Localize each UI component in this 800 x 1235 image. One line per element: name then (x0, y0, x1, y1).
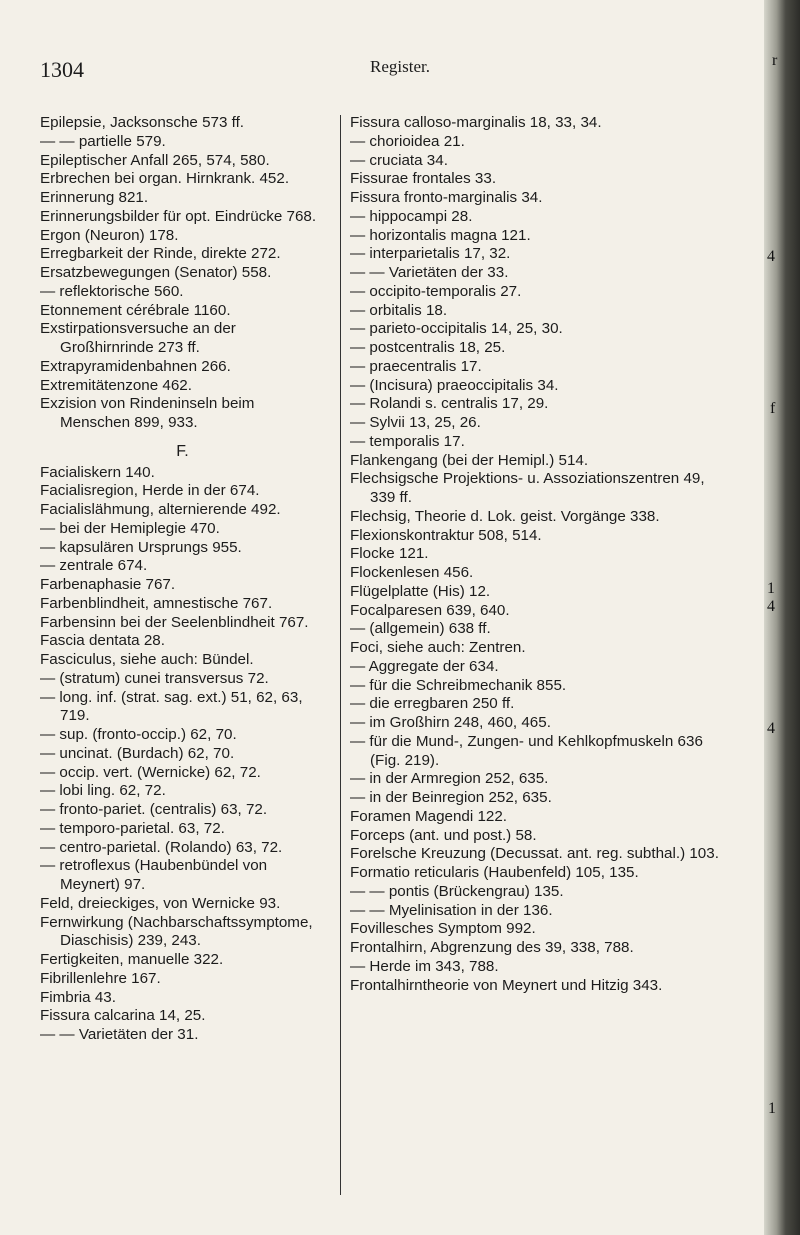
index-entry: — — Myelinisation in der 136. (350, 901, 553, 919)
index-entry: Frontalhirntheorie von Meynert und Hitzig 343. (350, 976, 663, 994)
index-entry: — Rolandi s. centralis 17, 29. (350, 395, 549, 413)
edge-mark: 1 (768, 1100, 776, 1117)
index-entry: Fasciculus, siehe auch: Bündel. (40, 651, 254, 668)
index-entry: — fronto-pariet. (centralis) 63, 72. (40, 801, 268, 818)
index-entry: Facialislähmung, alternierende 492. (40, 501, 281, 518)
index-entry: — Sylvii 13, 25, 26. (350, 414, 481, 431)
index-entry: Flockenlesen 456. (350, 564, 474, 581)
index-entry: — horizontalis magna 121. (350, 226, 531, 244)
index-entry: Formatio reticularis (Haubenfeld) 105, 135. (350, 864, 639, 881)
index-entry: — — pontis (Brückengrau) 135. (350, 882, 564, 900)
index-entry: Farbenblindheit, amnestische 767. (40, 594, 273, 612)
index-entry: — reflektorische 560. (40, 282, 184, 300)
index-entry: Flocke 121. (350, 545, 429, 563)
index-entry: — occipito-temporalis 27. (350, 282, 522, 300)
index-entry: — (Incisura) praeoccipitalis 34. (350, 376, 559, 394)
index-entry: Facialiskern 140. (40, 463, 155, 481)
index-column-right (350, 114, 732, 995)
edge-mark: f (770, 400, 776, 417)
index-entry: — für die Mund-, Zungen- und Kehlkopfmuskeln 636 (Fig. 219). (350, 732, 703, 769)
index-entry: — — Varietäten der 31. (40, 1026, 199, 1043)
index-entry: Extremitätenzone 462. (40, 376, 192, 394)
index-entry: — Herde im 343, 788. (350, 957, 499, 975)
index-entry: Frontalhirn, Abgrenzung des 39, 338, 788. (350, 939, 634, 956)
index-entry: — — partielle 579. (40, 132, 166, 150)
index-entry: — (stratum) cunei transversus 72. (40, 669, 269, 687)
index-entry: Fascia dentata 28. (40, 632, 165, 650)
edge-mark: 1 (767, 580, 775, 597)
index-entry: Fissurae frontales 33. (350, 170, 497, 188)
index-entry: — lobi ling. 62, 72. (40, 782, 166, 800)
index-entry: Focalparesen 639, 640. (350, 601, 510, 619)
index-entry: — hippocampi 28. (350, 207, 473, 225)
edge-mark: r (772, 52, 778, 69)
index-entry: Flexionskontraktur 508, 514. (350, 526, 542, 544)
index-entry: Exzision von Rindeninseln beim Menschen 899, 933. (40, 395, 255, 431)
index-entry: Farbensinn bei der Seelenblindheit 767. (40, 613, 309, 631)
index-entry: Foramen Magendi 122. (350, 807, 508, 825)
index-entry: Fissura calloso-marginalis 18, 33, 34. (350, 114, 602, 131)
index-entry: Etonnement cérébrale 1160. (40, 301, 231, 319)
index-entry: Flechsigsche Projektions- u. Assoziationszentren 49, 339 ff. (350, 470, 705, 506)
index-entry: — — Varietäten der 33. (350, 264, 509, 281)
index-entry: — die erregbaren 250 ff. (350, 695, 515, 713)
index-entry: — Aggregate der 634. (350, 657, 499, 675)
index-entry: Foci, siehe auch: Zentren. (350, 639, 526, 656)
index-entry: — praecentralis 17. (350, 357, 482, 375)
index-entry: — in der Beinregion 252, 635. (350, 789, 552, 806)
index-entry: — parieto-occipitalis 14, 25, 30. (350, 320, 563, 338)
column-divider (340, 115, 341, 1195)
running-head: Register. (370, 57, 430, 76)
index-entry: — retroflexus (Haubenbündel von Meynert) 97. (40, 857, 268, 893)
index-entry: Erbrechen bei organ. Hirnkrank. 452. (40, 170, 290, 188)
index-entry: — long. inf. (strat. sag. ext.) 51, 62, 63, 719. (40, 688, 303, 725)
index-entry: Epileptischer Anfall 265, 574, 580. (40, 151, 270, 169)
index-entry: — bei der Hemiplegie 470. (40, 519, 220, 537)
index-entry: Flankengang (bei der Hemipl.) 514. (350, 451, 589, 469)
index-entry: Flechsig, Theorie d. Lok. geist. Vorgänge 338. (350, 507, 660, 525)
edge-mark: 4 (767, 248, 775, 265)
page-number: 1304 (40, 57, 84, 82)
index-entry: — orbitalis 18. (350, 301, 448, 319)
index-entry: Erinnerung 821. (40, 189, 149, 206)
index-entry: Erinnerungsbilder für opt. Eindrücke 768. (40, 207, 317, 225)
index-entry: — cruciata 34. (350, 151, 448, 169)
index-entry: Forelsche Kreuzung (Decussat. ant. reg. subthal.) 103. (350, 845, 719, 863)
index-entry: — centro-parietal. (Rolando) 63, 72. (40, 838, 283, 856)
edge-mark: 4 (767, 598, 775, 615)
section-letter: F. (176, 442, 189, 460)
index-entry: Fibrillenlehre 167. (40, 969, 161, 987)
index-entry: Epilepsie, Jacksonsche 573 ff. (40, 114, 245, 131)
index-entry: — postcentralis 18, 25. (350, 339, 506, 356)
index-entry: Fissura fronto-marginalis 34. (350, 189, 543, 206)
index-entry: Fernwirkung (Nachbarschaftssymptome, Diaschisis) 239, 243. (40, 913, 313, 950)
index-entry: — occip. vert. (Wernicke) 62, 72. (40, 763, 261, 781)
index-entry: Forceps (ant. und post.) 58. (350, 826, 537, 844)
book-edge-shadow (764, 0, 800, 1235)
index-entry: — chorioidea 21. (350, 132, 465, 150)
index-entry: — temporalis 17. (350, 432, 465, 450)
index-entry: — sup. (fronto-occip.) 62, 70. (40, 726, 237, 743)
index-entry: Fimbria 43. (40, 988, 116, 1006)
index-entry: Farbenaphasie 767. (40, 576, 176, 593)
index-entry: — uncinat. (Burdach) 62, 70. (40, 744, 235, 762)
index-entry: Erregbarkeit der Rinde, direkte 272. (40, 245, 281, 263)
index-entry: — kapsulären Ursprungs 955. (40, 538, 242, 556)
index-entry: Ersatzbewegungen (Senator) 558. (40, 264, 272, 281)
edge-mark: 4 (767, 720, 775, 737)
index-entry: Exstirpationsversuche an der Großhirnrinde 273 ff. (40, 320, 236, 356)
index-entry: Extrapyramidenbahnen 266. (40, 357, 231, 375)
index-entry: Flügelplatte (His) 12. (350, 582, 491, 600)
index-entry: — im Großhirn 248, 460, 465. (350, 714, 551, 731)
index-entry: — zentrale 674. (40, 557, 148, 575)
index-entry: — für die Schreibmechanik 855. (350, 676, 567, 694)
index-entry: — in der Armregion 252, 635. (350, 770, 549, 788)
index-entry: Fovillesches Symptom 992. (350, 920, 536, 938)
index-entry: Ergon (Neuron) 178. (40, 226, 179, 244)
index-entry: Feld, dreieckiges, von Wernicke 93. (40, 894, 281, 912)
index-entry: Fertigkeiten, manuelle 322. (40, 951, 224, 968)
index-entry: — (allgemein) 638 ff. (350, 620, 491, 638)
index-column-left (40, 114, 325, 1045)
index-entry: — temporo-parietal. 63, 72. (40, 819, 225, 837)
index-entry: Facialisregion, Herde in der 674. (40, 482, 260, 500)
index-entry: Fissura calcarina 14, 25. (40, 1007, 206, 1025)
index-entry: — interparietalis 17, 32. (350, 245, 511, 263)
